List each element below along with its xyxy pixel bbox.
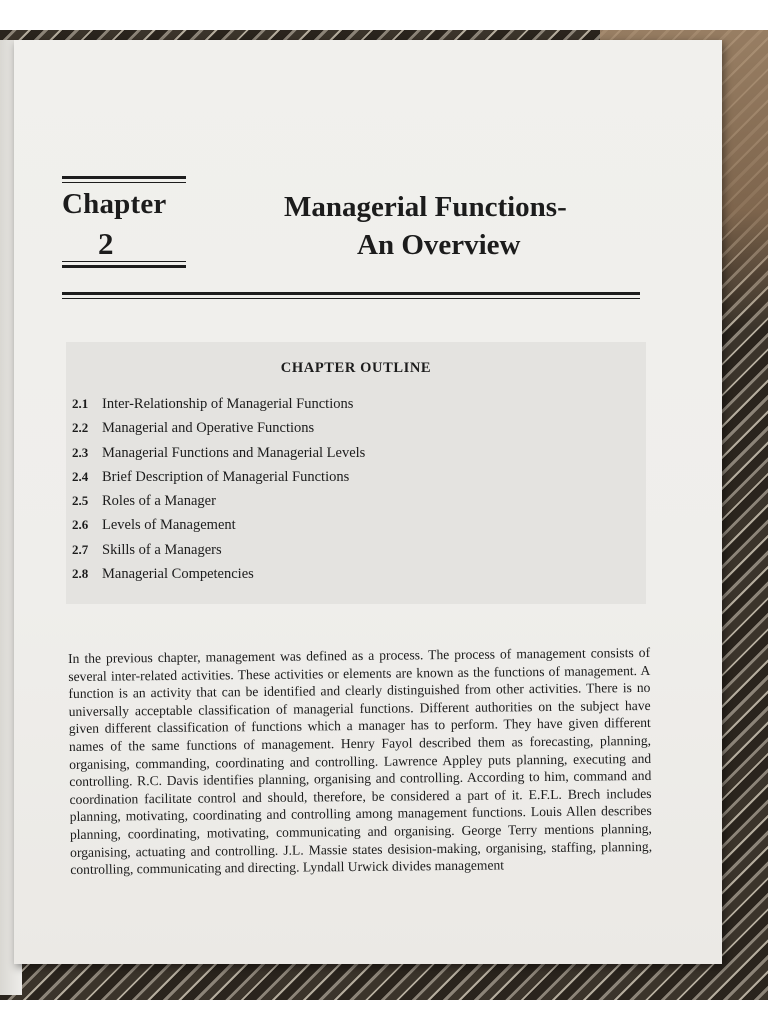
outline-item-number: 2.7 xyxy=(72,541,89,557)
title-divider-thin xyxy=(62,298,640,299)
outline-item-label: Brief Description of Managerial Functions xyxy=(102,468,350,485)
outline-item xyxy=(72,445,365,469)
photo-bottom-margin xyxy=(0,1000,768,1024)
outline-item xyxy=(72,542,365,566)
chapter-top-rule-thick xyxy=(62,176,186,179)
outline-item-number: 2.5 xyxy=(72,493,89,509)
outline-item xyxy=(72,420,365,444)
outline-item-label: Levels of Management xyxy=(102,517,236,534)
title-divider-thick xyxy=(62,292,640,295)
chapter-bottom-rule-thick xyxy=(62,265,186,268)
outline-item xyxy=(72,493,365,517)
outline-item-label: Roles of a Manager xyxy=(102,493,216,510)
photo-top-margin xyxy=(0,0,768,30)
outline-item-number: 2.4 xyxy=(72,468,89,484)
chapter-outline-box xyxy=(66,342,646,604)
outline-item-number: 2.3 xyxy=(72,444,89,460)
chapter-bottom-rule-thin xyxy=(62,261,186,262)
outline-heading: CHAPTER OUTLINE xyxy=(280,360,432,376)
outline-item-number: 2.6 xyxy=(72,517,89,533)
outline-item-label: Managerial Functions and Managerial Levels xyxy=(102,444,366,461)
outline-item-label: Inter-Relationship of Managerial Functions xyxy=(102,396,354,412)
outline-item-label: Managerial and Operative Functions xyxy=(102,420,315,437)
outline-list xyxy=(72,396,365,590)
outline-item xyxy=(72,396,365,420)
chapter-label: Chapter xyxy=(62,188,167,220)
outline-item-label: Skills of a Managers xyxy=(102,541,222,558)
outline-item xyxy=(72,566,365,590)
outline-item-label: Managerial Competencies xyxy=(102,566,254,583)
outline-item-number: 2.8 xyxy=(72,566,89,582)
chapter-number: 2 xyxy=(98,226,114,261)
book-page xyxy=(14,40,722,964)
outline-item-number: 2.2 xyxy=(72,420,89,436)
body-paragraph: In the previous chapter, management was defined as a process. The process of management consists of several inter-related activities. These activities or elements are known as the functions of management. A function is an activity that can be identified and clearly distinguished from other activities. There is no universally acceptable classification of managerial functions. Different authorities on the subject have given different classification of functions which a manager has to perform. They have given different names of the same functions of management. Henry Fayol described them as forecasting, planning, organising, commanding, coordinating and controlling. Lawrence Appley puts planning, executing and controlling. R.C. Davis identifies planning, organising and controlling. According to him, command and coordination facilitate control and should, therefore, be considered a part of it. E.F.L. Brech includes planning, motivating, coordinating and controlling among management functions. Louis Allen describes planning, coordinating, motivating, communicating and organising. George Terry mentions planning, organising, actuating and controlling. J.L. Massie states desision-making, organising, staffing, planning, controlling, communicating and directing. Lyndall Urwick divides management xyxy=(68,644,653,877)
chapter-title-line1: Managerial Functions- xyxy=(284,191,567,223)
chapter-title xyxy=(264,188,624,264)
chapter-title-line2: An Overview xyxy=(357,229,521,261)
chapter-top-rule-thin xyxy=(62,182,186,183)
outline-item xyxy=(72,469,365,493)
outline-item xyxy=(72,517,365,541)
outline-item-number: 2.1 xyxy=(72,396,89,411)
